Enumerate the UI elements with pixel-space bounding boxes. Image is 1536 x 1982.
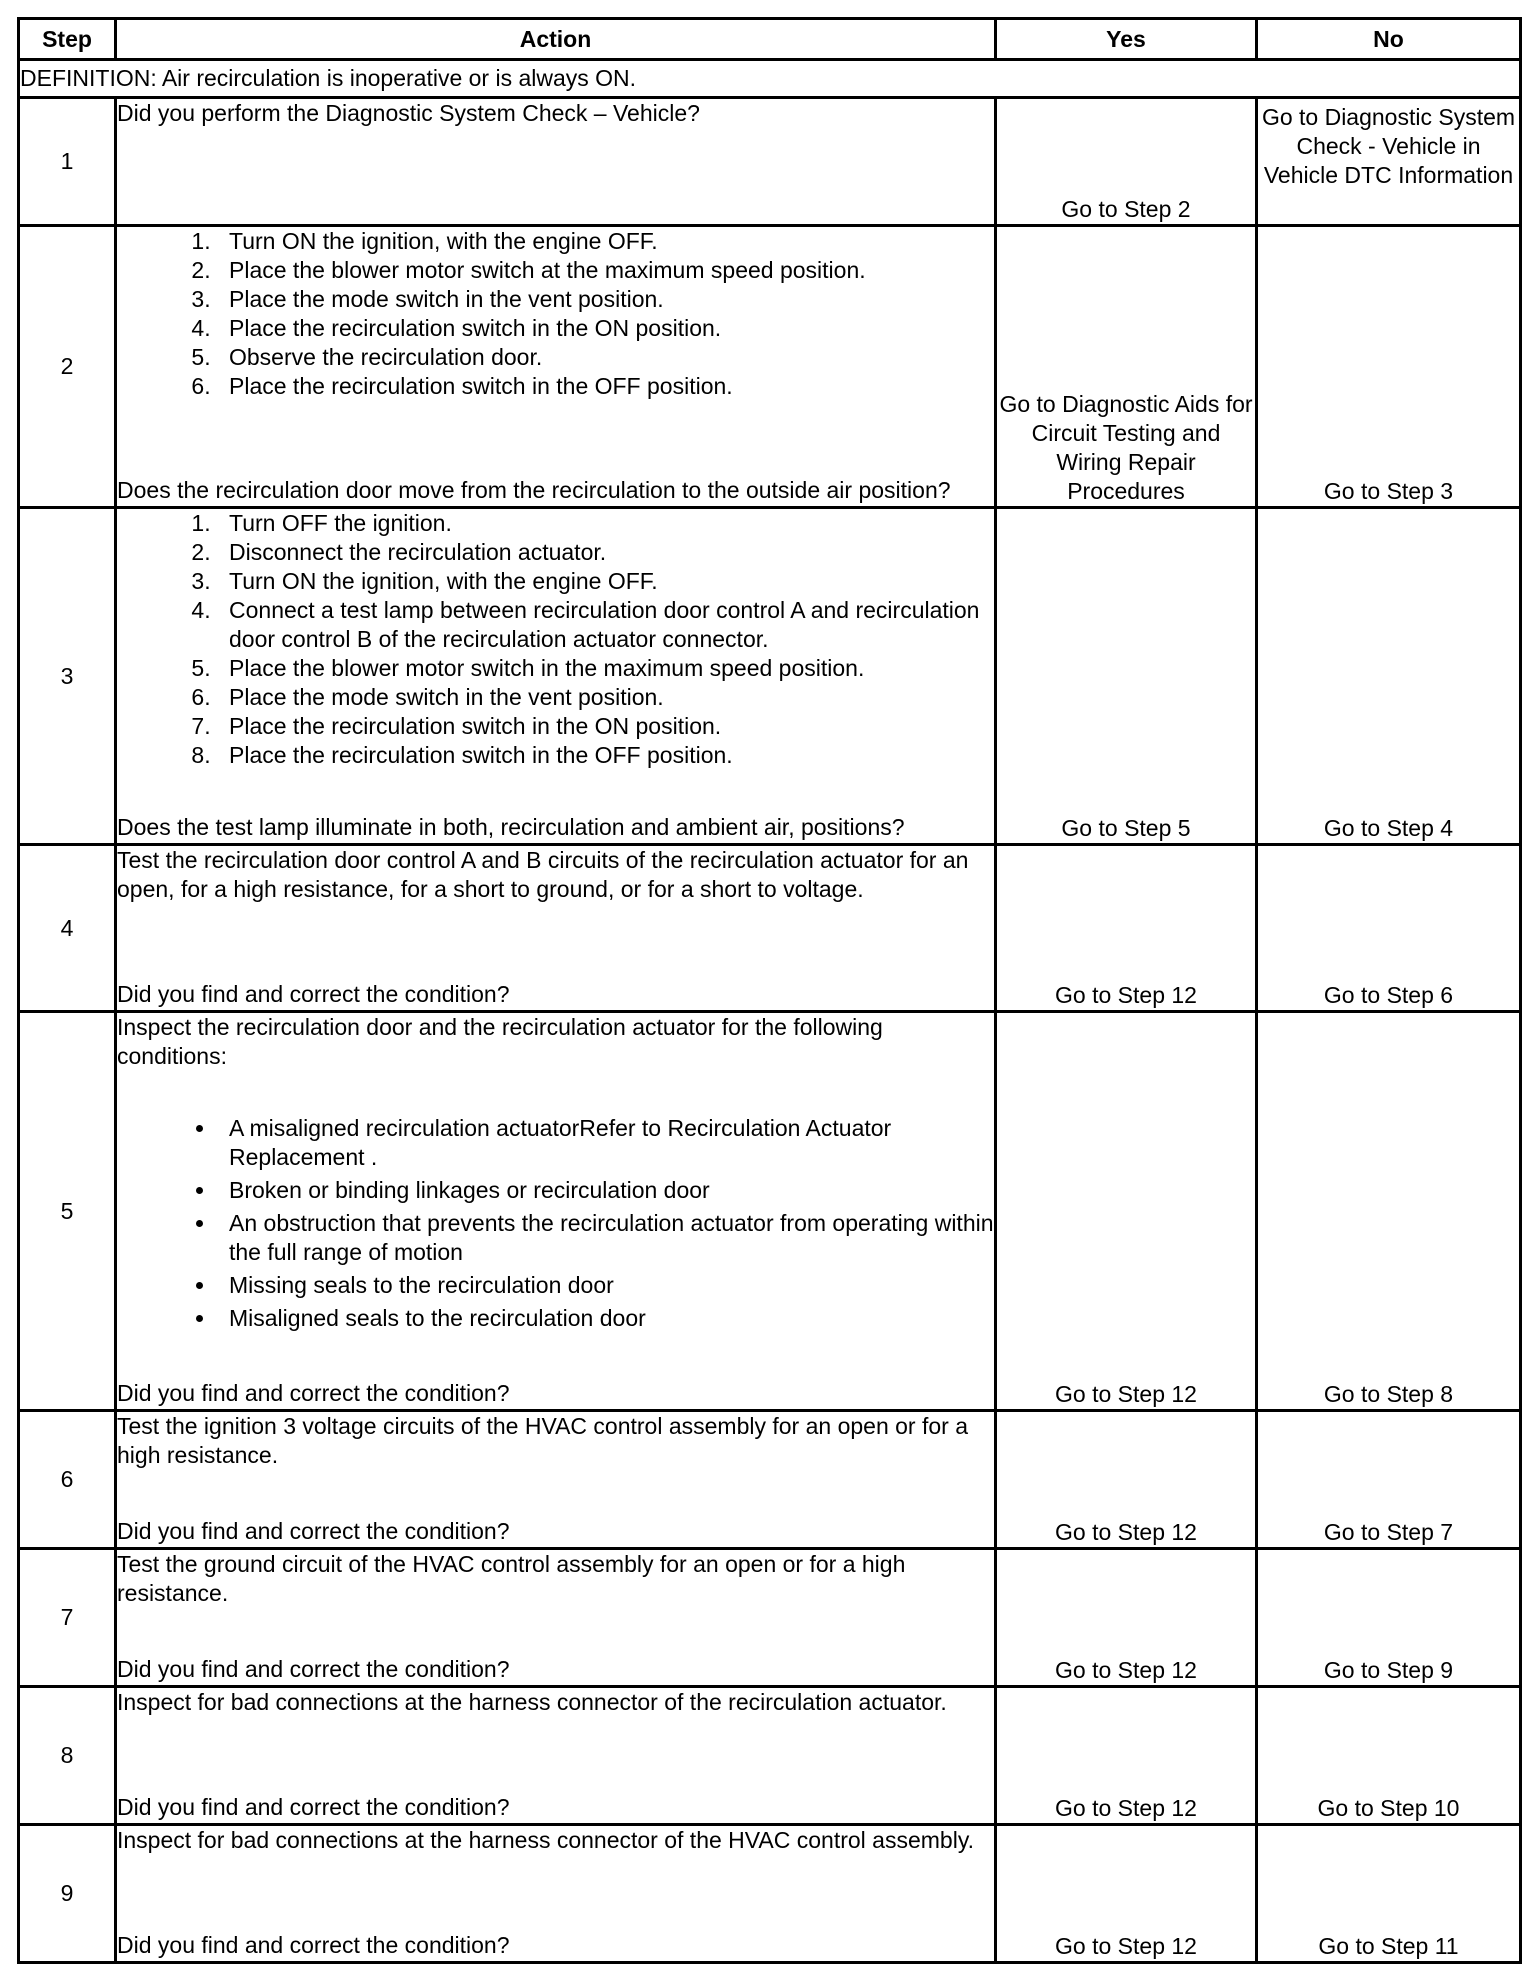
list-item: 2. Disconnect the recirculation actuator. <box>217 538 994 567</box>
conditions-list <box>117 1114 994 1337</box>
step-number: 9 <box>19 1825 116 1963</box>
action-steps-list <box>117 509 994 770</box>
table-row <box>19 508 1521 845</box>
list-item: 1. Turn OFF the ignition. <box>217 509 994 538</box>
list-item: 1. Turn ON the ignition, with the engine OFF. <box>217 227 994 256</box>
action-question: Did you find and correct the condition? <box>117 1656 510 1682</box>
step-number: 2 <box>19 226 116 508</box>
no-cell: Go to Step 9 <box>1257 1549 1521 1687</box>
yes-cell: Go to Step 12 <box>996 1687 1257 1825</box>
no-cell: Go to Step 11 <box>1257 1825 1521 1963</box>
list-item: 5. Observe the recirculation door. <box>217 343 994 372</box>
table-row <box>19 1411 1521 1549</box>
no-cell: Go to Diagnostic System Check - Vehicle in Vehicle DTC Information <box>1257 98 1521 226</box>
yes-cell: Go to Step 12 <box>996 1825 1257 1963</box>
header-row <box>19 19 1521 60</box>
action-cell <box>116 98 996 226</box>
table-row <box>19 845 1521 1012</box>
yes-cell: Go to Step 12 <box>996 1411 1257 1549</box>
list-item: 2. Place the blower motor switch at the maximum speed position. <box>217 256 994 285</box>
action-text: Inspect the recirculation door and the recirculation actuator for the following conditions: <box>117 1014 883 1069</box>
action-cell <box>116 226 996 508</box>
action-question: Did you find and correct the condition? <box>117 1932 510 1958</box>
list-item: • Missing seals to the recirculation door <box>217 1271 994 1300</box>
action-text: Test the ignition 3 voltage circuits of the HVAC control assembly for an open or for a high resistance. <box>117 1413 968 1468</box>
list-item: • An obstruction that prevents the recirculation actuator from operating within the full range of motion <box>217 1209 994 1267</box>
table-row <box>19 1825 1521 1963</box>
table-row <box>19 226 1521 508</box>
table-row <box>19 98 1521 226</box>
diagnostic-table <box>17 17 1522 1964</box>
action-cell <box>116 1825 996 1963</box>
no-cell: Go to Step 3 <box>1257 226 1521 508</box>
action-cell <box>116 845 996 1012</box>
list-item: 6. Place the recirculation switch in the OFF position. <box>217 372 994 401</box>
action-cell <box>116 1411 996 1549</box>
no-cell: Go to Step 6 <box>1257 845 1521 1012</box>
action-question: Does the recirculation door move from the recirculation to the outside air position? <box>117 477 951 503</box>
step-number: 6 <box>19 1411 116 1549</box>
list-item: 5. Place the blower motor switch in the maximum speed position. <box>217 654 994 683</box>
table-row <box>19 1012 1521 1411</box>
header-yes: Yes <box>996 19 1257 60</box>
no-cell: Go to Step 4 <box>1257 508 1521 845</box>
no-cell: Go to Step 8 <box>1257 1012 1521 1411</box>
list-item: 4. Place the recirculation switch in the ON position. <box>217 314 994 343</box>
list-item: 7. Place the recirculation switch in the ON position. <box>217 712 994 741</box>
yes-cell: Go to Step 2 <box>996 98 1257 226</box>
action-question: Did you perform the Diagnostic System Check – Vehicle? <box>117 100 700 126</box>
action-question: Did you find and correct the condition? <box>117 981 510 1007</box>
list-item: 4. Connect a test lamp between recirculation door control A and recirculation door control B of the recirculation actuator connector. <box>217 596 994 654</box>
yes-cell: Go to Diagnostic Aids for Circuit Testing and Wiring Repair Procedures <box>996 226 1257 508</box>
yes-cell: Go to Step 12 <box>996 1549 1257 1687</box>
yes-cell: Go to Step 12 <box>996 845 1257 1012</box>
action-question: Did you find and correct the condition? <box>117 1518 510 1544</box>
step-number: 1 <box>19 98 116 226</box>
step-number: 3 <box>19 508 116 845</box>
definition-text: DEFINITION: Air recirculation is inoperative or is always ON. <box>19 60 1521 98</box>
no-cell: Go to Step 10 <box>1257 1687 1521 1825</box>
header-action: Action <box>116 19 996 60</box>
header-no: No <box>1257 19 1521 60</box>
action-text: Test the ground circuit of the HVAC control assembly for an open or for a high resistance. <box>117 1551 906 1606</box>
yes-cell: Go to Step 5 <box>996 508 1257 845</box>
list-item: • A misaligned recirculation actuatorRefer to Recirculation Actuator Replacement . <box>217 1114 994 1172</box>
action-question: Did you find and correct the condition? <box>117 1794 510 1820</box>
action-cell <box>116 1549 996 1687</box>
definition-row <box>19 60 1521 98</box>
step-number: 5 <box>19 1012 116 1411</box>
action-steps-list <box>117 227 994 401</box>
list-item: 3. Place the mode switch in the vent position. <box>217 285 994 314</box>
action-cell <box>116 508 996 845</box>
action-cell <box>116 1012 996 1411</box>
action-text: Inspect for bad connections at the harness connector of the HVAC control assembly. <box>117 1827 974 1853</box>
step-number: 4 <box>19 845 116 1012</box>
action-text: Test the recirculation door control A and B circuits of the recirculation actuator for an open, for a high resistance, for a short to ground, or for a short to voltage. <box>117 847 969 902</box>
action-cell <box>116 1687 996 1825</box>
list-item: • Broken or binding linkages or recirculation door <box>217 1176 994 1205</box>
step-number: 7 <box>19 1549 116 1687</box>
action-question: Does the test lamp illuminate in both, recirculation and ambient air, positions? <box>117 814 905 840</box>
yes-cell: Go to Step 12 <box>996 1012 1257 1411</box>
no-cell: Go to Step 7 <box>1257 1411 1521 1549</box>
table-row <box>19 1687 1521 1825</box>
list-item: • Misaligned seals to the recirculation door <box>217 1304 994 1333</box>
header-step: Step <box>19 19 116 60</box>
action-question: Did you find and correct the condition? <box>117 1380 510 1406</box>
table-row <box>19 1549 1521 1687</box>
action-text: Inspect for bad connections at the harness connector of the recirculation actuator. <box>117 1689 947 1715</box>
list-item: 8. Place the recirculation switch in the OFF position. <box>217 741 994 770</box>
list-item: 3. Turn ON the ignition, with the engine OFF. <box>217 567 994 596</box>
step-number: 8 <box>19 1687 116 1825</box>
list-item: 6. Place the mode switch in the vent position. <box>217 683 994 712</box>
